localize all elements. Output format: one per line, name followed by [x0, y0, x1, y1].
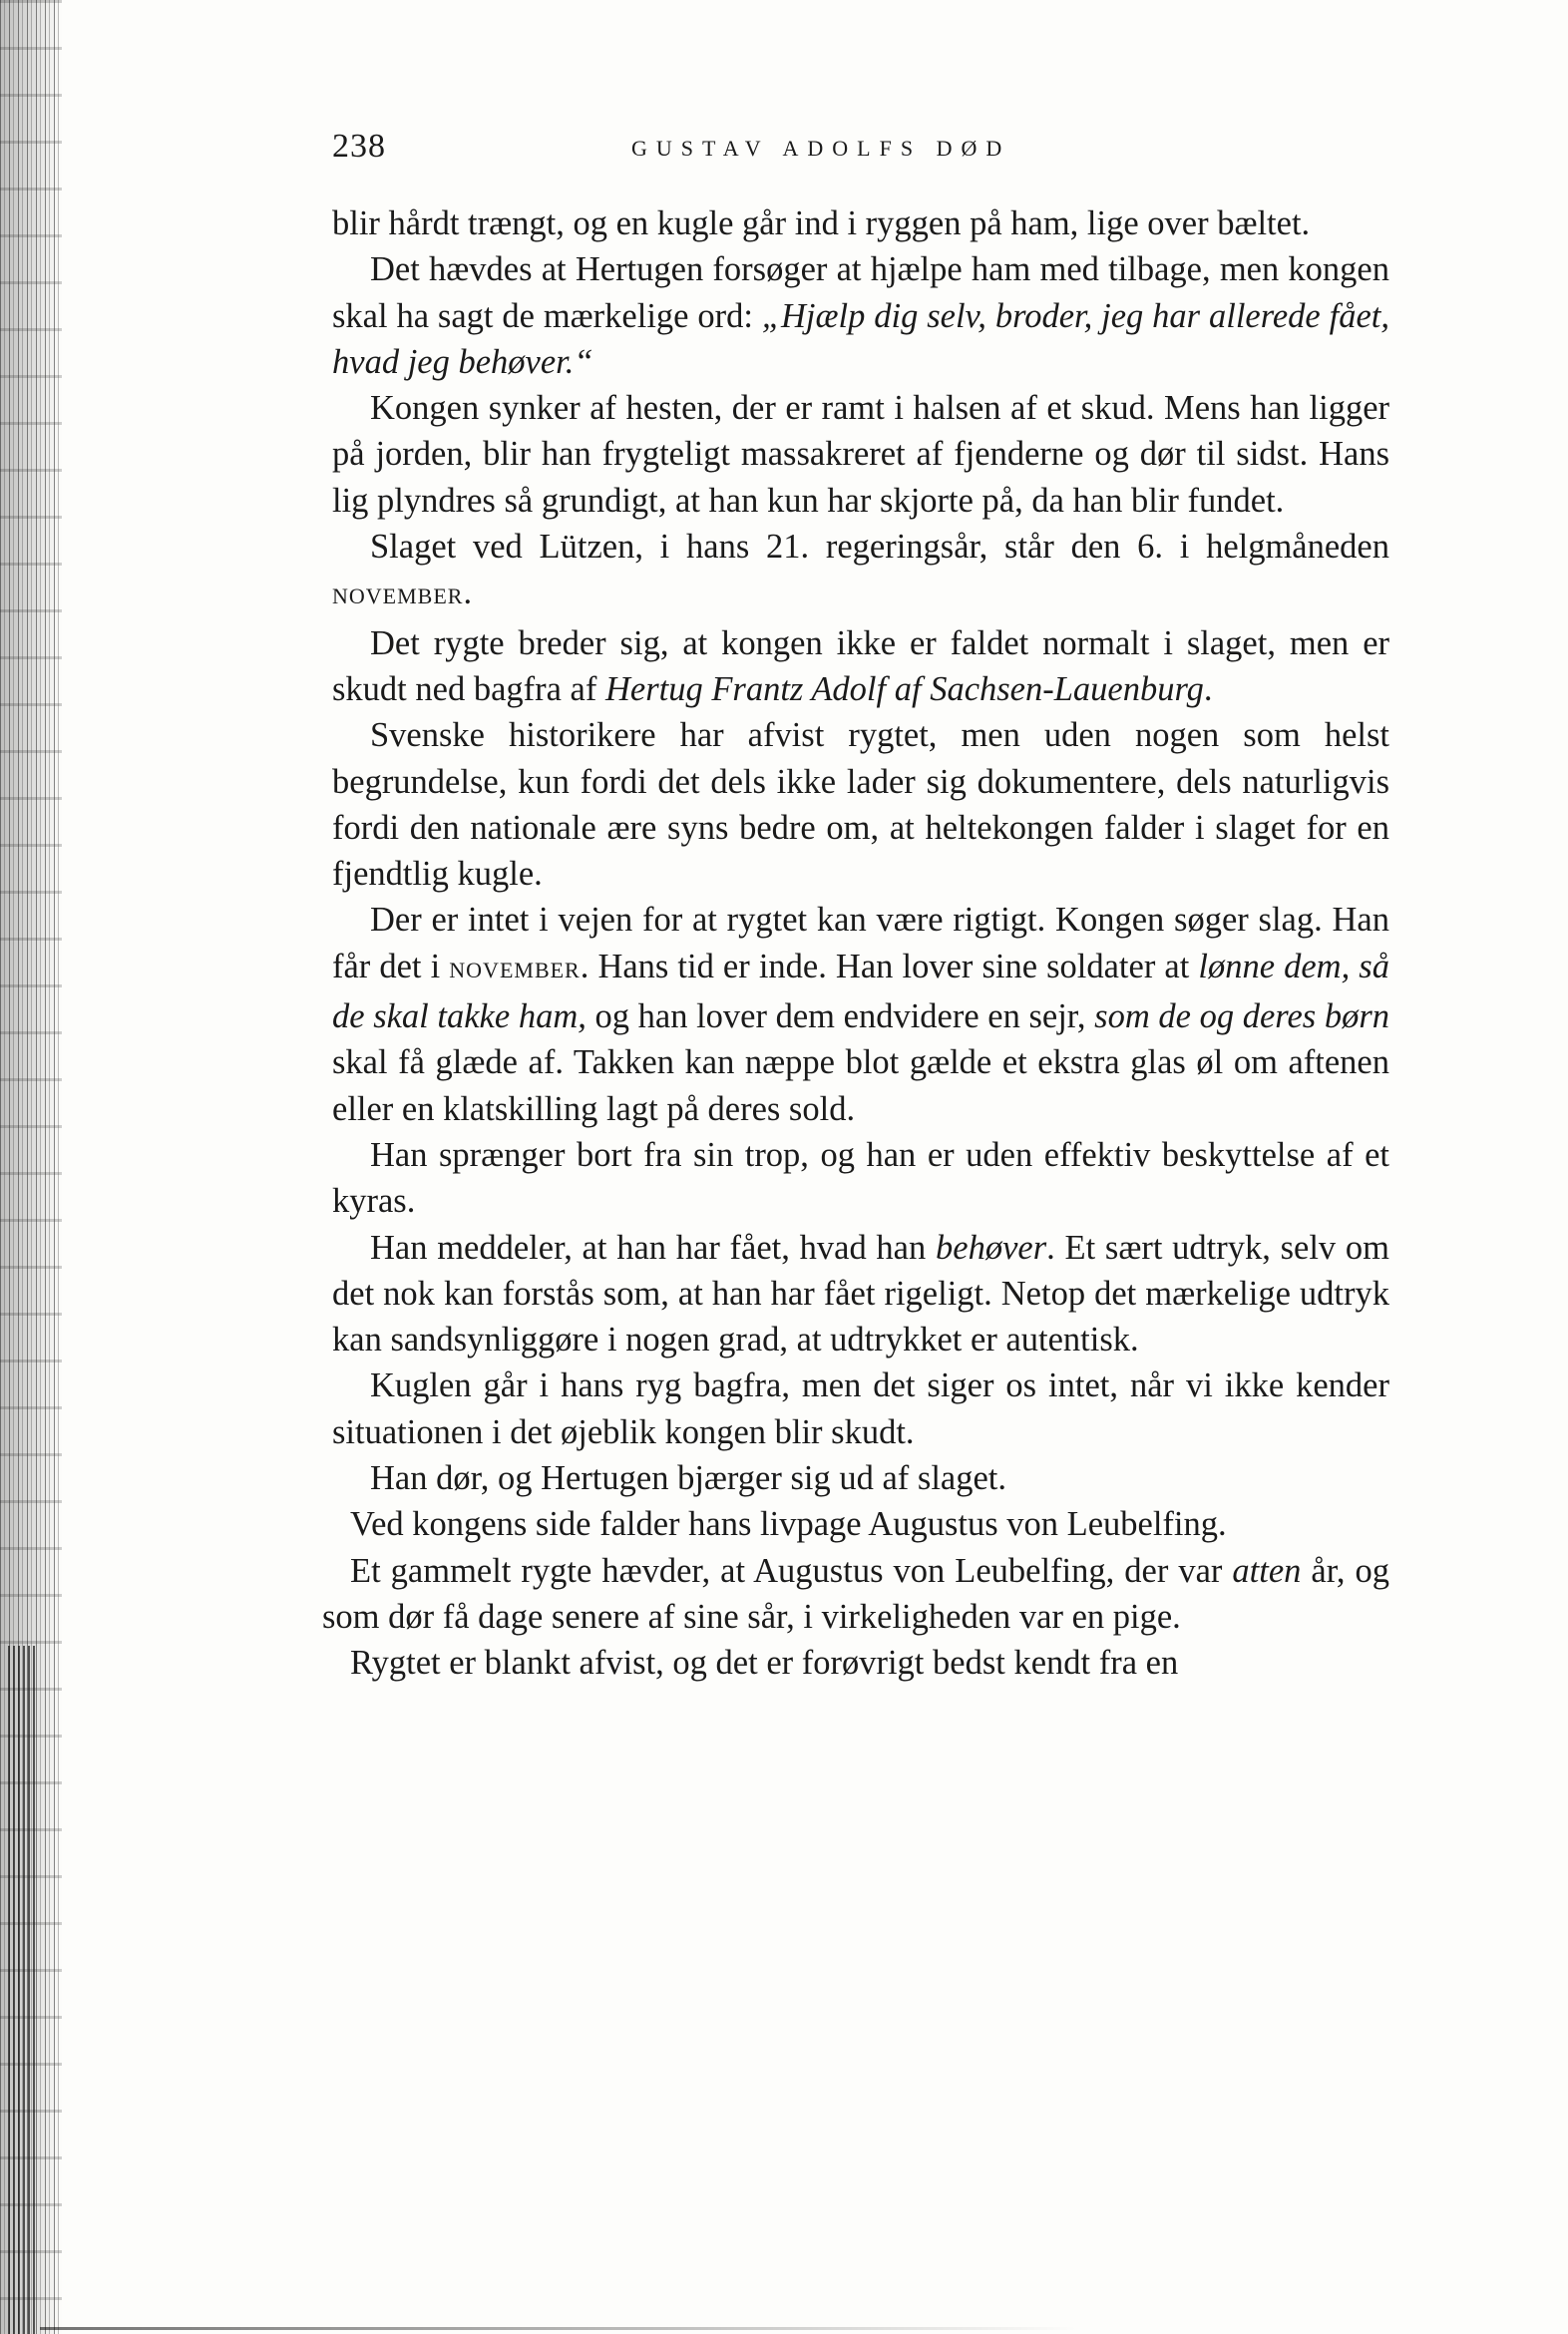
paragraph-12: Ved kongens side falder hans livpage Augustus von Leubelfing. [350, 1505, 1227, 1544]
running-title: GUSTAV ADOLFS DØD [631, 136, 1011, 161]
paragraph-8: Han sprænger bort fra sin trop, og han er uden effektiv beskyttelse af et kyras. [332, 1135, 1389, 1221]
paragraph-2: Det hævdes at Hertugen forsøger at hjælpe ham med tilbage, men kongen skal ha sagt de mærkelige ord: „Hjælp dig selv, broder, jeg har allerede fået, hvad jeg behøver.“ [332, 250, 1389, 381]
paragraph-14: Rygtet er blankt afvist, og det er forøvrigt bedst kendt fra en [350, 1644, 1179, 1683]
paragraph-11: Han dør, og Hertugen bjærger sig ud af slaget. [370, 1459, 1006, 1498]
phrase-italic: som de og deres børn [1094, 997, 1389, 1036]
scan-bottom-edge [40, 2327, 1077, 2330]
paragraph-9: Han meddeler, at han har fået, hvad han behøver. Et sært udtryk, selv om det nok kan forstås som, at han har fået rigeligt. Netop det mærkelige udtryk kan sandsynliggøre i nogen grad, at udtrykket er autentisk. [332, 1228, 1390, 1360]
paragraph-5: Det rygte breder sig, at kongen ikke er faldet normalt i slaget, men er skudt ned bagfra af Hertug Frantz Adolf af Sachsen-Lauenburg. [332, 623, 1389, 708]
paragraph-4: Slaget ved Lützen, i hans 21. regeringsår, står den 6. i helgmåneden NOVEMBER. [332, 528, 1389, 612]
scanned-binding-edge [0, 0, 62, 2334]
paragraph-13: Et gammelt rygte hævder, at Augustus von Leubelfing, der var atten år, og som dør få dage senere af sine sår, i virkeligheden var en pige. [322, 1551, 1389, 1636]
phrase-italic: lønne dem, så de skal takke ham, [332, 947, 1389, 1036]
paragraph-6: Svenske historikere har afvist rygtet, men uden nogen som helst begrundelse, kun fordi det dels ikke lader sig dokumentere, dels naturligvis fordi den nationale ære syns bedre om, at heltekongen falder i slaget for en fjendtlig kugle. [332, 716, 1389, 894]
word-italic: behøver [936, 1228, 1047, 1267]
small-caps-november: NOVEMBER [332, 584, 464, 609]
word-italic: atten [1232, 1551, 1302, 1590]
book-page [322, 128, 1390, 1687]
paragraph-3: Kongen synker af hesten, der er ramt i halsen af et skud. Mens han ligger på jorden, blir han frygteligt massakreret af fjenderne og dør til sidst. Hans lig plyndres så grundigt, at han kun har skjorte på, da han blir fundet. [332, 389, 1389, 520]
paragraph-1: blir hårdt trængt, og en kugle går ind i ryggen på ham, lige over bæltet. [332, 204, 1311, 242]
running-head [332, 128, 1389, 188]
quote-italic: „Hjælp dig selv, broder, jeg har allerede fået, hvad jeg behøver.“ [332, 296, 1389, 381]
name-italic: Hertug Frantz Adolf af Sachsen-Lauenburg [604, 669, 1204, 708]
small-caps-november: NOVEMBER [449, 957, 581, 982]
page-number: 238 [332, 128, 386, 165]
paragraph-7: Der er intet i vejen for at rygtet kan være rigtigt. Kongen søger slag. Han får det i NOVEMBER. Hans tid er inde. Han lover sine soldater at lønne dem, så de skal takke ham, og han lover dem endvidere en sejr, som de og deres børn skal få glæde af. Takken kan næppe blot gælde et ekstra glas øl om aftenen eller en klatskilling lagt på deres sold. [332, 901, 1389, 1128]
paragraph-10: Kuglen går i hans ryg bagfra, men det siger os intet, når vi ikke kender situationen i det øjeblik kongen blir skudt. [332, 1366, 1389, 1451]
body-text [322, 200, 1390, 1687]
